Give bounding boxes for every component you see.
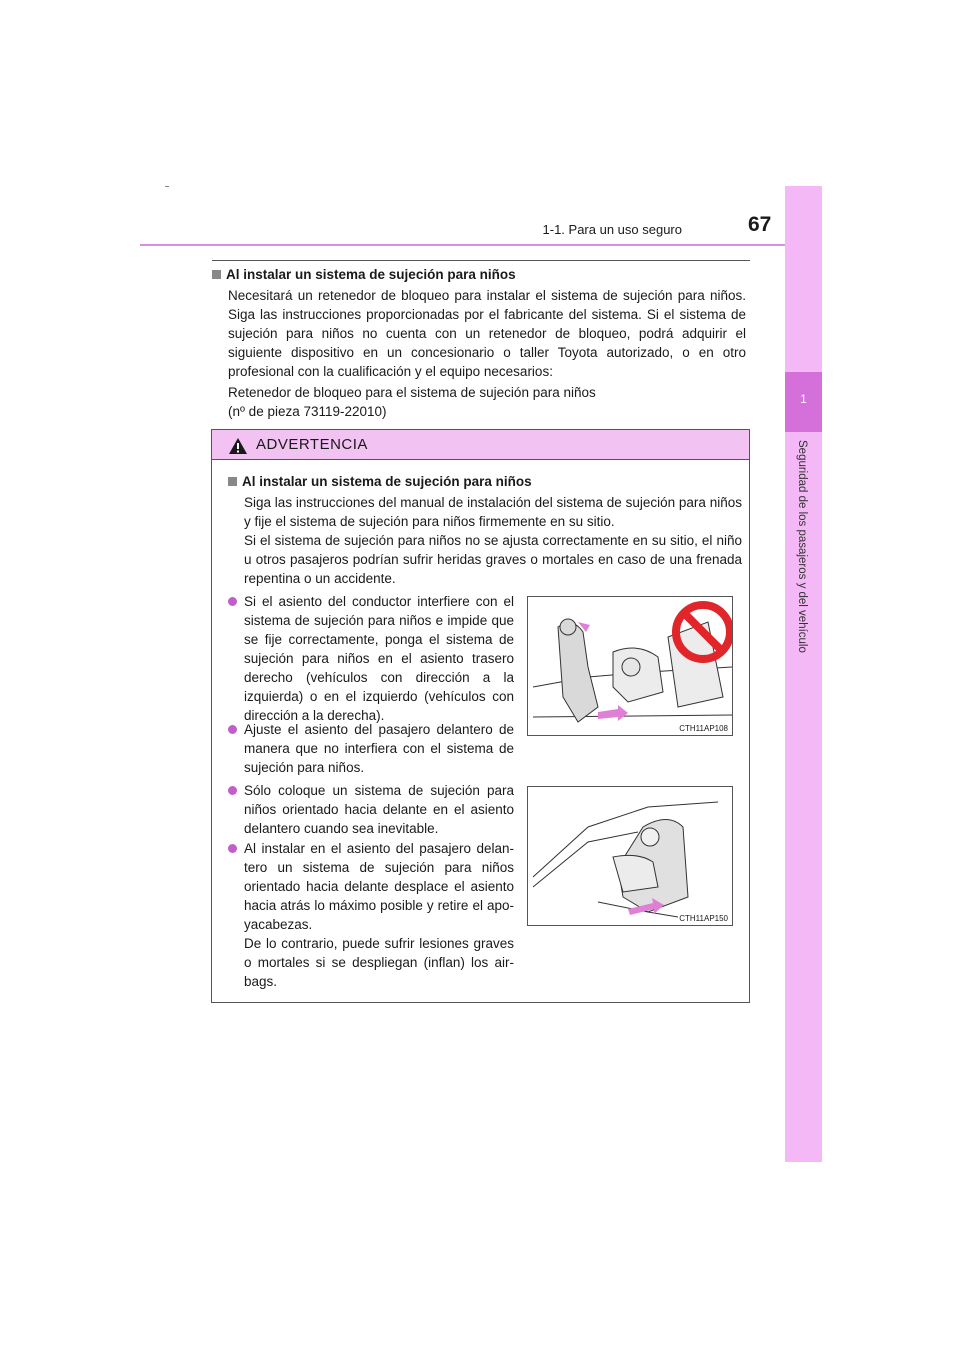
crop-mark <box>165 186 169 187</box>
warning-bullet <box>244 720 514 777</box>
header-rule <box>140 244 820 246</box>
bullet-dot-icon <box>228 597 237 606</box>
illustration-driver-seat <box>527 596 733 736</box>
square-bullet-icon <box>228 477 237 486</box>
illustration-front-seat <box>527 786 733 926</box>
bullet-text: Ajuste el asiento del pasajero delantero de manera que no interfiera con el sistema de sujeción para niños. <box>244 722 514 775</box>
main-paragraph: Necesitará un retenedor de bloqueo para instalar el sistema de sujeción para niños. Siga las instrucciones proporcionadas por el fabricante del sistema. Si el sistema de sujeción para niños no cuenta con un retenedor de bloqueo, podrá adquirir el siguiente dispositivo en un concesionario o taller Toyota autorizado, o en otro profesional con la cualificación y el equipo necesarios: <box>228 288 746 379</box>
main-heading-text: Al instalar un sistema de sujeción para niños <box>226 267 516 282</box>
chapter-sidebar <box>785 186 822 1162</box>
warning-heading-text: Al instalar un sistema de sujeción para niños <box>242 474 532 489</box>
bullet-dot-icon <box>228 725 237 734</box>
warning-bullet <box>244 839 514 991</box>
bullet-text: Sólo coloque un sistema de sujeción para niños orientado hacia delante en el asiento delantero cuando sea inevitable. <box>244 783 514 836</box>
page-number: 67 <box>748 213 772 236</box>
warning-title: ADVERTENCIA <box>256 436 368 453</box>
chapter-number: 1 <box>800 392 807 406</box>
bullet-text: Al instalar en el asiento del pasajero delan-tero un sistema de sujeción para niños orientado hacia delante desplace el asiento hacia atrás lo máximo posible y retire el apo-yacabezas. De lo contrario, puede sufrir lesiones graves o mortales si se despliegan (inflan) los air-bags. <box>244 841 514 989</box>
bullet-text: Si el asiento del conductor interfiere con el sistema de sujeción para niños e impide que se fije correctamente, ponga el sistema de sujeción para niños en el asiento trasero derecho (vehículos con dirección a la izquierda) o en el izquierdo (vehículos con dirección a la derecha). <box>244 594 514 723</box>
driver-seat-illustration <box>528 597 732 735</box>
section-title: 1-1. Para un uso seguro <box>542 222 682 237</box>
content-rule <box>212 260 750 261</box>
warning-paragraph: Siga las instrucciones del manual de instalación del sistema de sujeción para niños y fije el sistema de sujeción para niños firmemente en su sitio. Si el sistema de sujeción para niños no se ajusta correctamente en su sitio, el niño u otros pasajeros podrían sufrir heridas graves o mortales en caso de una frenada repentina o un accidente. <box>244 495 742 586</box>
warning-bullet <box>244 592 514 725</box>
image-code: CTH11AP150 <box>679 914 728 923</box>
square-bullet-icon <box>212 270 221 279</box>
warning-bullet <box>244 781 514 838</box>
part-number-paragraph: Retenedor de bloqueo para el sistema de sujeción para niños (nº de pieza 73119-22010) <box>228 385 596 419</box>
image-code: CTH11AP108 <box>679 724 728 733</box>
bullet-dot-icon <box>228 786 237 795</box>
bullet-dot-icon <box>228 844 237 853</box>
main-heading <box>212 267 516 282</box>
front-seat-illustration <box>528 787 732 925</box>
chapter-title: Seguridad de los pasajeros y del vehículo <box>796 440 808 653</box>
warning-heading <box>228 474 532 489</box>
warning-triangle-icon <box>228 437 248 455</box>
